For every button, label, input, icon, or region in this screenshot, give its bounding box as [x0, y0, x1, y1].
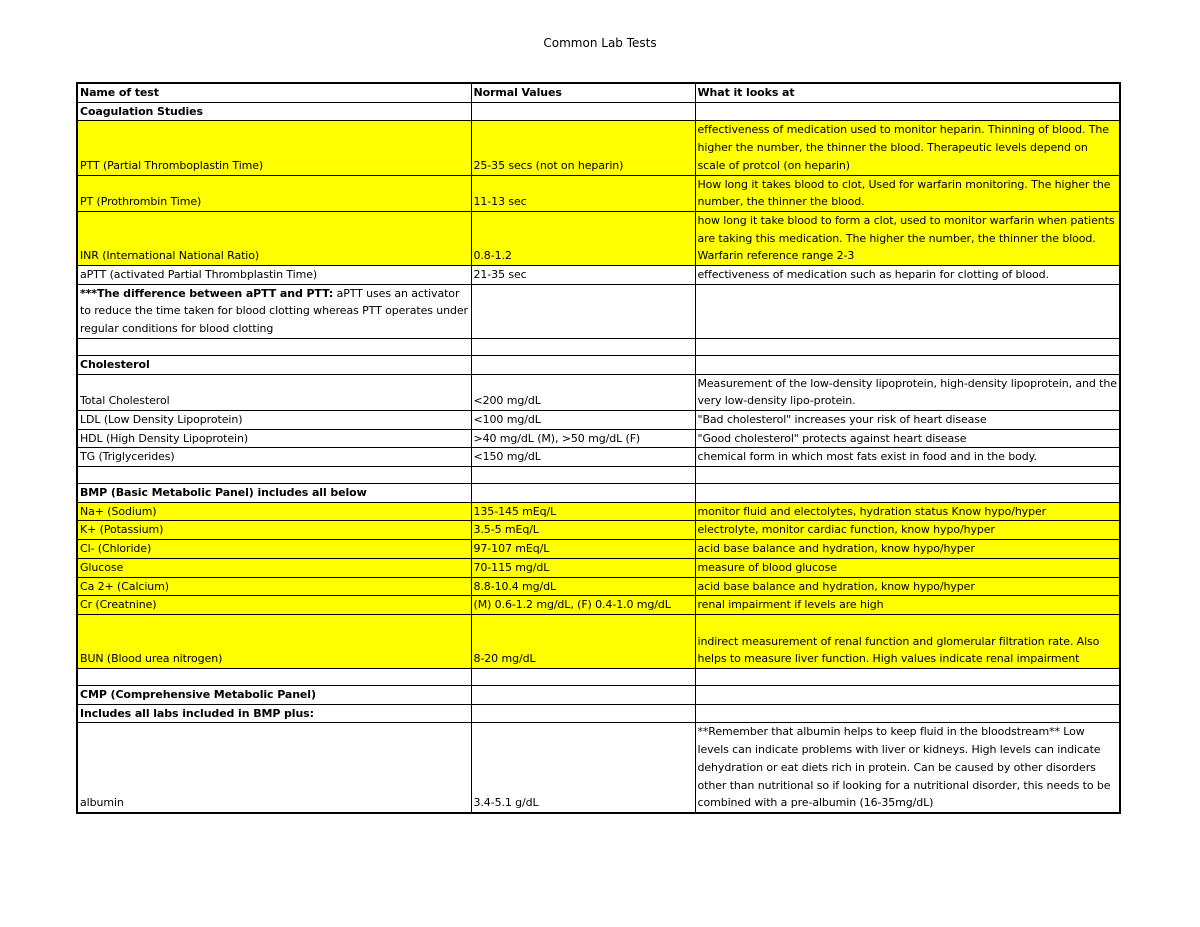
table-row [77, 521, 1120, 540]
normal-value: 11-13 sec [471, 175, 695, 211]
table-row [77, 596, 1120, 615]
section-row [77, 355, 1120, 374]
header-name: Name of test [77, 83, 471, 102]
empty-cell [77, 338, 471, 355]
table-row [77, 374, 1120, 410]
normal-value: 25-35 secs (not on heparin) [471, 121, 695, 175]
test-description: **Remember that albumin helps to keep fluid in the bloodstream** Low levels can indicate problems with liver or kidneys. High levels can indicate dehydration or eat diets rich in protein. Can be caused by other disorders other than nutritional so if looking for a nutritional disorder, this needs to be combined with a pre-albumin (16-35mg/dL) [695, 723, 1120, 813]
normal-value: 70-115 mg/dL [471, 558, 695, 577]
section-title-cmp: CMP (Comprehensive Metabolic Panel) [77, 685, 471, 704]
spacer-row [77, 338, 1120, 355]
table-row [77, 211, 1120, 265]
table-row [77, 266, 1120, 285]
table-row [77, 723, 1120, 813]
empty-cell [471, 284, 695, 338]
difference-note [77, 284, 471, 338]
test-name: INR (International National Ratio) [77, 211, 471, 265]
test-description: acid base balance and hydration, know hypo/hyper [695, 540, 1120, 559]
empty-cell [695, 338, 1120, 355]
table-row [77, 448, 1120, 467]
table-row [77, 175, 1120, 211]
test-description: How long it takes blood to clot, Used for warfarin monitoring. The higher the number, the thinner the blood. [695, 175, 1120, 211]
empty-cell [695, 355, 1120, 374]
table-row [77, 410, 1120, 429]
section-row [77, 685, 1120, 704]
table-row [77, 121, 1120, 175]
header-normal: Normal Values [471, 83, 695, 102]
section-title-cholesterol: Cholesterol [77, 355, 471, 374]
normal-value: 21-35 sec [471, 266, 695, 285]
test-description: renal impairment if levels are high [695, 596, 1120, 615]
note-row [77, 284, 1120, 338]
test-description: measure of blood glucose [695, 558, 1120, 577]
empty-cell [471, 484, 695, 503]
normal-value: <200 mg/dL [471, 374, 695, 410]
normal-value: 135-145 mEq/L [471, 502, 695, 521]
table-row [77, 558, 1120, 577]
difference-note-bold: ***The difference between aPTT and PTT: [80, 286, 334, 300]
empty-cell [695, 284, 1120, 338]
normal-value: 0.8-1.2 [471, 211, 695, 265]
test-description: Measurement of the low-density lipoprotein, high-density lipoprotein, and the very low-density lipo-protein. [695, 374, 1120, 410]
empty-cell [77, 467, 471, 484]
empty-cell [695, 467, 1120, 484]
empty-cell [471, 668, 695, 685]
test-name: Cr (Creatnine) [77, 596, 471, 615]
header-row [77, 83, 1120, 102]
test-description: "Good cholesterol" protects against heart disease [695, 429, 1120, 448]
table-row [77, 577, 1120, 596]
empty-cell [471, 338, 695, 355]
cmp-includes-note: Includes all labs included in BMP plus: [77, 704, 471, 723]
test-description: monitor fluid and electolytes, hydration status Know hypo/hyper [695, 502, 1120, 521]
normal-value: 3.4-5.1 g/dL [471, 723, 695, 813]
empty-cell [471, 355, 695, 374]
normal-value: 97-107 mEq/L [471, 540, 695, 559]
test-description: effectiveness of medication used to monitor heparin. Thinning of blood. The higher the number, the thinner the blood. Therapeutic levels depend on scale of protcol (on heparin) [695, 121, 1120, 175]
table-row [77, 429, 1120, 448]
test-name: Total Cholesterol [77, 374, 471, 410]
test-name: Ca 2+ (Calcium) [77, 577, 471, 596]
empty-cell [471, 102, 695, 121]
test-description: acid base balance and hydration, know hypo/hyper [695, 577, 1120, 596]
section-title-bmp: BMP (Basic Metabolic Panel) includes all below [77, 484, 471, 503]
empty-cell [695, 484, 1120, 503]
normal-value: 8-20 mg/dL [471, 614, 695, 668]
test-name: PT (Prothrombin Time) [77, 175, 471, 211]
empty-cell [471, 704, 695, 723]
test-name: albumin [77, 723, 471, 813]
table-row [77, 540, 1120, 559]
test-name: K+ (Potassium) [77, 521, 471, 540]
test-name: Glucose [77, 558, 471, 577]
test-name: PTT (Partial Thromboplastin Time) [77, 121, 471, 175]
test-name: HDL (High Density Lipoprotein) [77, 429, 471, 448]
test-name: Cl- (Chloride) [77, 540, 471, 559]
test-description: effectiveness of medication such as heparin for clotting of blood. [695, 266, 1120, 285]
header-looks: What it looks at [695, 83, 1120, 102]
test-name: Na+ (Sodium) [77, 502, 471, 521]
test-description: chemical form in which most fats exist in food and in the body. [695, 448, 1120, 467]
test-name: aPTT (activated Partial Thrombplastin Time) [77, 266, 471, 285]
table-row [77, 614, 1120, 668]
difference-note-text: aPTT uses an activator to reduce the time taken for blood clotting whereas PTT operates under regular conditions for blood clotting [80, 286, 468, 336]
section-row [77, 102, 1120, 121]
normal-value: <100 mg/dL [471, 410, 695, 429]
test-name: LDL (Low Density Lipoprotein) [77, 410, 471, 429]
test-description: "Bad cholesterol" increases your risk of heart disease [695, 410, 1120, 429]
normal-value: 8.8-10.4 mg/dL [471, 577, 695, 596]
empty-cell [695, 704, 1120, 723]
test-name: BUN (Blood urea nitrogen) [77, 614, 471, 668]
test-description: indirect measurement of renal function and glomerular filtration rate. Also helps to measure liver function. High values indicate renal impairment [695, 614, 1120, 668]
page-title: Common Lab Tests [543, 36, 657, 50]
spacer-row [77, 467, 1120, 484]
empty-cell [471, 685, 695, 704]
test-name: TG (Triglycerides) [77, 448, 471, 467]
note-row [77, 704, 1120, 723]
normal-value: >40 mg/dL (M), >50 mg/dL (F) [471, 429, 695, 448]
empty-cell [471, 467, 695, 484]
section-row [77, 484, 1120, 503]
empty-cell [695, 102, 1120, 121]
table-row [77, 502, 1120, 521]
section-title-coagulation: Coagulation Studies [77, 102, 471, 121]
spacer-row [77, 668, 1120, 685]
empty-cell [695, 668, 1120, 685]
normal-value: 3.5-5 mEq/L [471, 521, 695, 540]
test-description: how long it take blood to form a clot, used to monitor warfarin when patients are taking this medication. The higher the number, the thinner the blood. Warfarin reference range 2-3 [695, 211, 1120, 265]
empty-cell [695, 685, 1120, 704]
test-description: electrolyte, monitor cardiac function, know hypo/hyper [695, 521, 1120, 540]
normal-value: (M) 0.6-1.2 mg/dL, (F) 0.4-1.0 mg/dL [471, 596, 695, 615]
normal-value: <150 mg/dL [471, 448, 695, 467]
empty-cell [77, 668, 471, 685]
lab-tests-table [76, 82, 1121, 814]
